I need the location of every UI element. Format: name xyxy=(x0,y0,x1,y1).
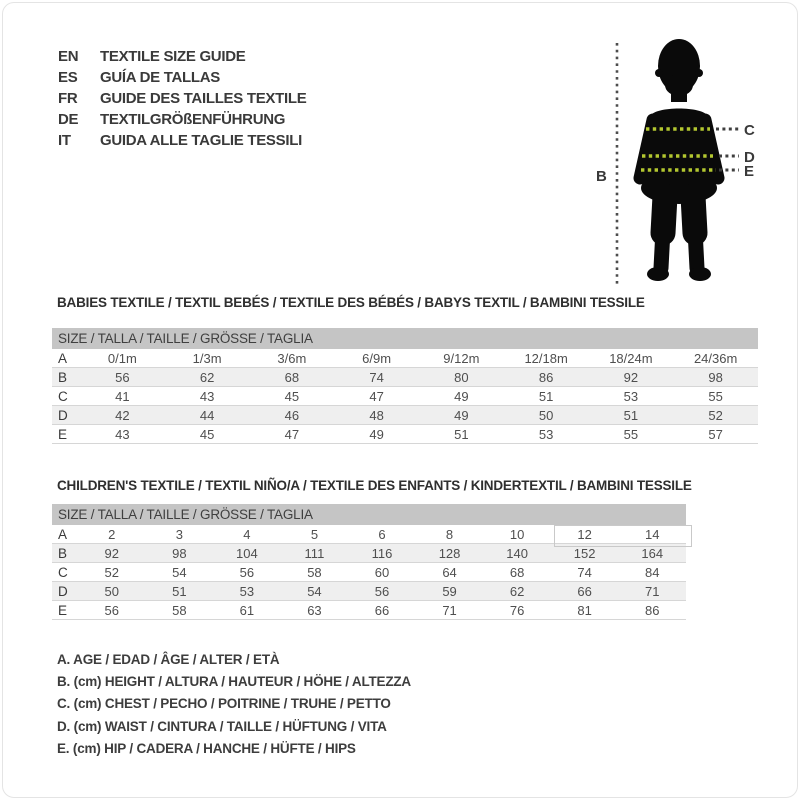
language-code: EN xyxy=(58,48,79,65)
height-label: B xyxy=(596,168,607,185)
legend-line: D. (cm) WAIST / CINTURA / TAILLE / HÜFTUNG / VITA xyxy=(57,718,387,734)
table-row-C xyxy=(52,563,686,582)
table-cell: 45 xyxy=(284,388,300,404)
table-cell: 48 xyxy=(369,407,384,423)
table-cell: 66 xyxy=(577,583,592,599)
row-label: E xyxy=(58,426,68,442)
table-cell: 51 xyxy=(538,388,554,404)
table-cell: 86 xyxy=(644,602,660,618)
language-label: TEXTILE SIZE GUIDE xyxy=(100,48,246,65)
table-cell: 62 xyxy=(199,369,215,385)
language-row xyxy=(58,130,306,151)
hip-label: E xyxy=(744,163,755,180)
table-cell: 60 xyxy=(374,564,390,580)
table-cell: 41 xyxy=(115,388,130,404)
table-cell: 10 xyxy=(509,526,525,542)
row-label: D xyxy=(58,407,68,423)
table-cell: 54 xyxy=(172,564,187,580)
babies-size-table xyxy=(52,328,758,444)
legend-line: C. (cm) CHEST / PECHO / POITRINE / TRUHE / PETTO xyxy=(57,696,391,712)
table-cell: 49 xyxy=(454,388,469,404)
language-row xyxy=(58,67,306,88)
table-cell: 111 xyxy=(304,545,325,561)
table-cell: 61 xyxy=(239,602,255,618)
table-cell: 68 xyxy=(284,369,300,385)
table-cell: 1/3m xyxy=(192,350,222,366)
row-label: C xyxy=(58,388,68,404)
language-code: IT xyxy=(58,132,71,149)
language-code: FR xyxy=(58,90,78,107)
table-cell: 51 xyxy=(623,407,639,423)
table-cell: 116 xyxy=(371,545,393,561)
table-cell: 66 xyxy=(374,602,390,618)
table-cell: 6/9m xyxy=(362,350,392,366)
row-label: D xyxy=(58,583,68,599)
table-cell: 52 xyxy=(708,407,723,423)
table-cell: 3/6m xyxy=(277,350,307,366)
table-cell: 71 xyxy=(644,583,660,599)
table-cell: 63 xyxy=(307,602,322,618)
language-label: GUÍA DE TALLAS xyxy=(100,69,220,86)
table-cell: 64 xyxy=(442,564,457,580)
table-cell: 55 xyxy=(623,426,639,442)
language-label: GUIDA ALLE TAGLIE TESSILI xyxy=(100,132,302,149)
table-cell: 58 xyxy=(307,564,322,580)
legend-line: E. (cm) HIP / CADERA / HANCHE / HÜFTE / HIPS xyxy=(57,741,356,757)
table-row-E xyxy=(52,425,758,444)
table-cell: 6 xyxy=(378,526,386,542)
language-row xyxy=(58,109,306,130)
babies-size-header: SIZE / TALLA / TAILLE / GRÖSSE / TAGLIA xyxy=(52,328,758,349)
table-cell: 12 xyxy=(577,526,592,542)
table-cell: 54 xyxy=(307,583,322,599)
child-silhouette xyxy=(640,39,718,281)
table-cell: 51 xyxy=(172,583,187,599)
table-cell: 9/12m xyxy=(443,350,480,366)
table-cell: 56 xyxy=(104,602,119,618)
table-cell: 51 xyxy=(454,426,469,442)
table-cell: 0/1m xyxy=(107,350,137,366)
table-cell: 53 xyxy=(623,388,639,404)
table-cell: 4 xyxy=(243,526,251,542)
table-cell: 14 xyxy=(644,526,660,542)
table-cell: 98 xyxy=(708,369,723,385)
table-cell: 12/18m xyxy=(524,350,568,366)
table-cell: 8 xyxy=(445,526,454,542)
table-cell: 80 xyxy=(454,369,469,385)
table-cell: 56 xyxy=(239,564,255,580)
table-row-D xyxy=(52,582,686,601)
table-cell: 57 xyxy=(708,426,723,442)
table-cell: 62 xyxy=(509,583,525,599)
table-cell: 152 xyxy=(573,545,596,561)
table-row-C xyxy=(52,387,758,406)
language-row xyxy=(58,88,306,109)
table-row-A xyxy=(52,349,758,368)
children-section-title: CHILDREN'S TEXTILE / TEXTIL NIÑO/A / TEXTILE DES ENFANTS / KINDERTEXTIL / BAMBINI TESSILE xyxy=(57,478,692,493)
table-row-B xyxy=(52,368,758,387)
table-cell: 84 xyxy=(644,564,660,580)
table-cell: 53 xyxy=(239,583,255,599)
row-label: A xyxy=(58,350,68,366)
language-row xyxy=(58,46,306,67)
table-cell: 59 xyxy=(442,583,457,599)
legend-line: B. (cm) HEIGHT / ALTURA / HAUTEUR / HÖHE / ALTEZZA xyxy=(57,674,411,690)
children-size-table xyxy=(52,504,686,620)
table-cell: 47 xyxy=(369,388,384,404)
table-cell: 58 xyxy=(172,602,187,618)
row-label: C xyxy=(58,564,68,580)
table-cell: 56 xyxy=(115,369,130,385)
legend-line: A. AGE / EDAD / ÂGE / ALTER / ETÀ xyxy=(57,651,280,667)
table-cell: 44 xyxy=(199,407,215,423)
language-list xyxy=(58,46,306,151)
table-row-E xyxy=(52,601,686,620)
table-cell: 50 xyxy=(104,583,119,599)
chest-label: C xyxy=(744,122,755,139)
table-row-D xyxy=(52,406,758,425)
table-cell: 46 xyxy=(284,407,300,423)
table-cell: 43 xyxy=(199,388,215,404)
language-code: DE xyxy=(58,111,79,128)
table-cell: 86 xyxy=(538,369,554,385)
measurement-legend xyxy=(57,648,411,760)
row-label: E xyxy=(58,602,68,618)
table-cell: 68 xyxy=(509,564,525,580)
language-code: ES xyxy=(58,69,78,86)
child-silhouette-diagram xyxy=(580,18,780,300)
table-cell: 53 xyxy=(538,426,554,442)
table-cell: 47 xyxy=(284,426,300,442)
table-cell: 128 xyxy=(438,545,461,561)
language-label: TEXTILGRÖßENFÜHRUNG xyxy=(100,111,286,128)
table-cell: 71 xyxy=(442,602,457,618)
table-cell: 55 xyxy=(708,388,723,404)
table-cell: 164 xyxy=(641,545,664,561)
table-cell: 56 xyxy=(374,583,390,599)
row-label: B xyxy=(58,369,68,385)
row-label: A xyxy=(58,526,68,542)
table-cell: 49 xyxy=(454,407,469,423)
table-cell: 74 xyxy=(577,564,592,580)
table-cell: 45 xyxy=(199,426,215,442)
table-cell: 42 xyxy=(115,407,130,423)
table-cell: 74 xyxy=(369,369,384,385)
table-cell: 18/24m xyxy=(609,350,653,366)
table-cell: 43 xyxy=(115,426,130,442)
row-label: B xyxy=(58,545,68,561)
table-cell: 98 xyxy=(172,545,187,561)
table-cell: 50 xyxy=(538,407,554,423)
table-cell: 76 xyxy=(509,602,525,618)
table-cell: 3 xyxy=(175,526,183,542)
waist-label: D xyxy=(744,149,755,166)
babies-section-title: BABIES TEXTILE / TEXTIL BEBÉS / TEXTILE DES BÉBÉS / BABYS TEXTIL / BAMBINI TESSILE xyxy=(57,295,645,310)
table-cell: 24/36m xyxy=(693,350,738,366)
size-12-14-highlight-box xyxy=(554,525,692,547)
table-cell: 140 xyxy=(506,545,528,561)
table-cell: 81 xyxy=(577,602,592,618)
table-cell: 92 xyxy=(623,369,639,385)
language-label: GUIDE DES TAILLES TEXTILE xyxy=(100,90,307,107)
table-cell: 52 xyxy=(104,564,119,580)
measurement-figure xyxy=(580,18,780,300)
children-size-header: SIZE / TALLA / TAILLE / GRÖSSE / TAGLIA xyxy=(52,504,686,525)
table-cell: 104 xyxy=(236,545,258,561)
table-cell: 5 xyxy=(310,526,319,542)
table-cell: 2 xyxy=(108,526,116,542)
table-cell: 49 xyxy=(369,426,384,442)
table-cell: 92 xyxy=(104,545,119,561)
